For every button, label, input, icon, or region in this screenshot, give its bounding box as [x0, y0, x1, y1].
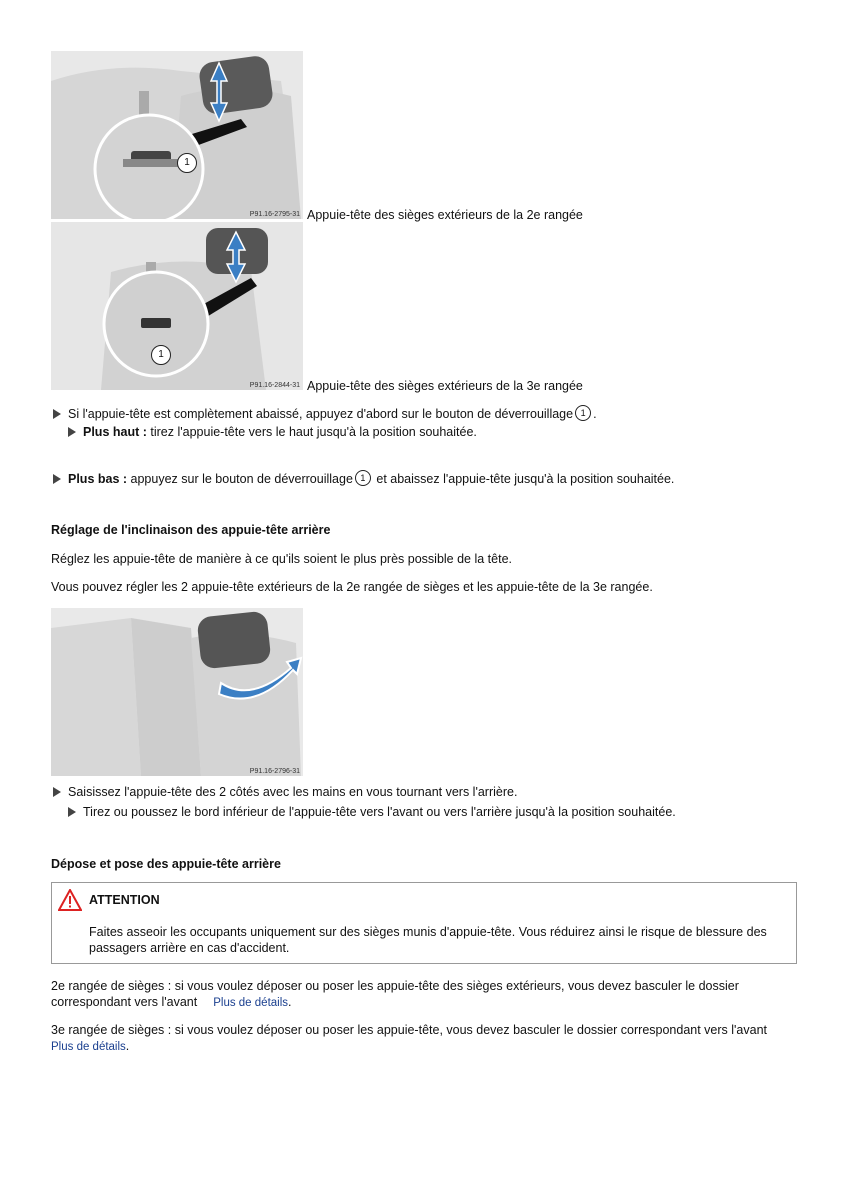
- bullet-arrow-icon: [53, 787, 61, 797]
- step-push-pull: Tirez ou poussez le bord inférieur de l'appuie-tête vers l'avant ou vers l'arrière jusqu'à la position souhaitée.: [68, 805, 676, 819]
- figure-headrest-3rd-row: [51, 222, 303, 390]
- marker-1-icon: 1: [575, 405, 591, 421]
- bullet-arrow-icon: [53, 474, 61, 484]
- paragraph-3rd-row: 3e rangée de sièges : si vous voulez déposer ou poser les appuie-tête, vous devez basculer le dossier correspondant vers l'avantPlus de détails.: [51, 1023, 768, 1053]
- figure-code: P91.16-2844-31: [249, 382, 300, 389]
- headrest-illustration-2: [51, 222, 303, 390]
- step-unlock: Si l'appuie-tête est complètement abaissé, appuyez d'abord sur le bouton de déverrouillage 1 .: [53, 405, 597, 421]
- paragraph-2nd-row: 2e rangée de sièges : si vous voulez déposer ou poser les appuie-tête des sièges extérieurs, vous devez basculer le dossier correspondant vers l'avant Plus de détails.: [51, 979, 739, 1009]
- callout-marker-1: 1: [151, 345, 171, 365]
- section-heading-removal: Dépose et pose des appuie-tête arrière: [51, 857, 281, 871]
- warning-box: [51, 882, 797, 964]
- step-grab: Saisissez l'appuie-tête des 2 côtés avec les mains en vous tournant vers l'arrière.: [53, 785, 517, 799]
- figure-headrest-2nd-row: [51, 51, 303, 219]
- warning-text: Faites asseoir les occupants uniquement sur des sièges munis d'appuie-tête. Vous réduirez ainsi le risque de blessure des passagers arrière en cas d'accident.: [89, 925, 767, 955]
- warning-title: ATTENTION: [89, 893, 160, 907]
- more-details-link[interactable]: Plus de détails: [51, 1041, 126, 1053]
- headrest-illustration-1: [51, 51, 303, 219]
- step-higher: Plus haut : tirez l'appuie-tête vers le haut jusqu'à la position souhaitée.: [68, 425, 477, 439]
- marker-1-icon: 1: [355, 470, 371, 486]
- figure-caption-3rd-row: Appuie-tête des sièges extérieurs de la 3e rangée: [307, 379, 583, 393]
- step-lower: Plus bas : appuyez sur le bouton de déverrouillage 1 et abaissez l'appuie-tête jusqu'à la position souhaitée.: [53, 470, 674, 486]
- figure-headrest-incline: [51, 608, 303, 776]
- bullet-arrow-icon: [68, 427, 76, 437]
- paragraph: Réglez les appuie-tête de manière à ce qu'ils soient le plus près possible de la tête.: [51, 552, 512, 566]
- callout-marker-1: 1: [177, 153, 197, 173]
- figure-code: P91.16-2796-31: [249, 768, 300, 775]
- figure-caption-2nd-row: Appuie-tête des sièges extérieurs de la 2e rangée: [307, 208, 583, 222]
- bullet-arrow-icon: [53, 409, 61, 419]
- headrest-illustration-3: [51, 608, 303, 776]
- warning-triangle-icon: [58, 889, 82, 911]
- more-details-link[interactable]: Plus de détails: [213, 997, 289, 1009]
- section-heading-incline: Réglage de l'inclinaison des appuie-tête arrière: [51, 523, 331, 537]
- paragraph: Vous pouvez régler les 2 appuie-tête extérieurs de la 2e rangée de sièges et les appuie-tête de la 3e rangée.: [51, 580, 653, 594]
- figure-code: P91.16-2795-31: [249, 211, 300, 218]
- bullet-arrow-icon: [68, 807, 76, 817]
